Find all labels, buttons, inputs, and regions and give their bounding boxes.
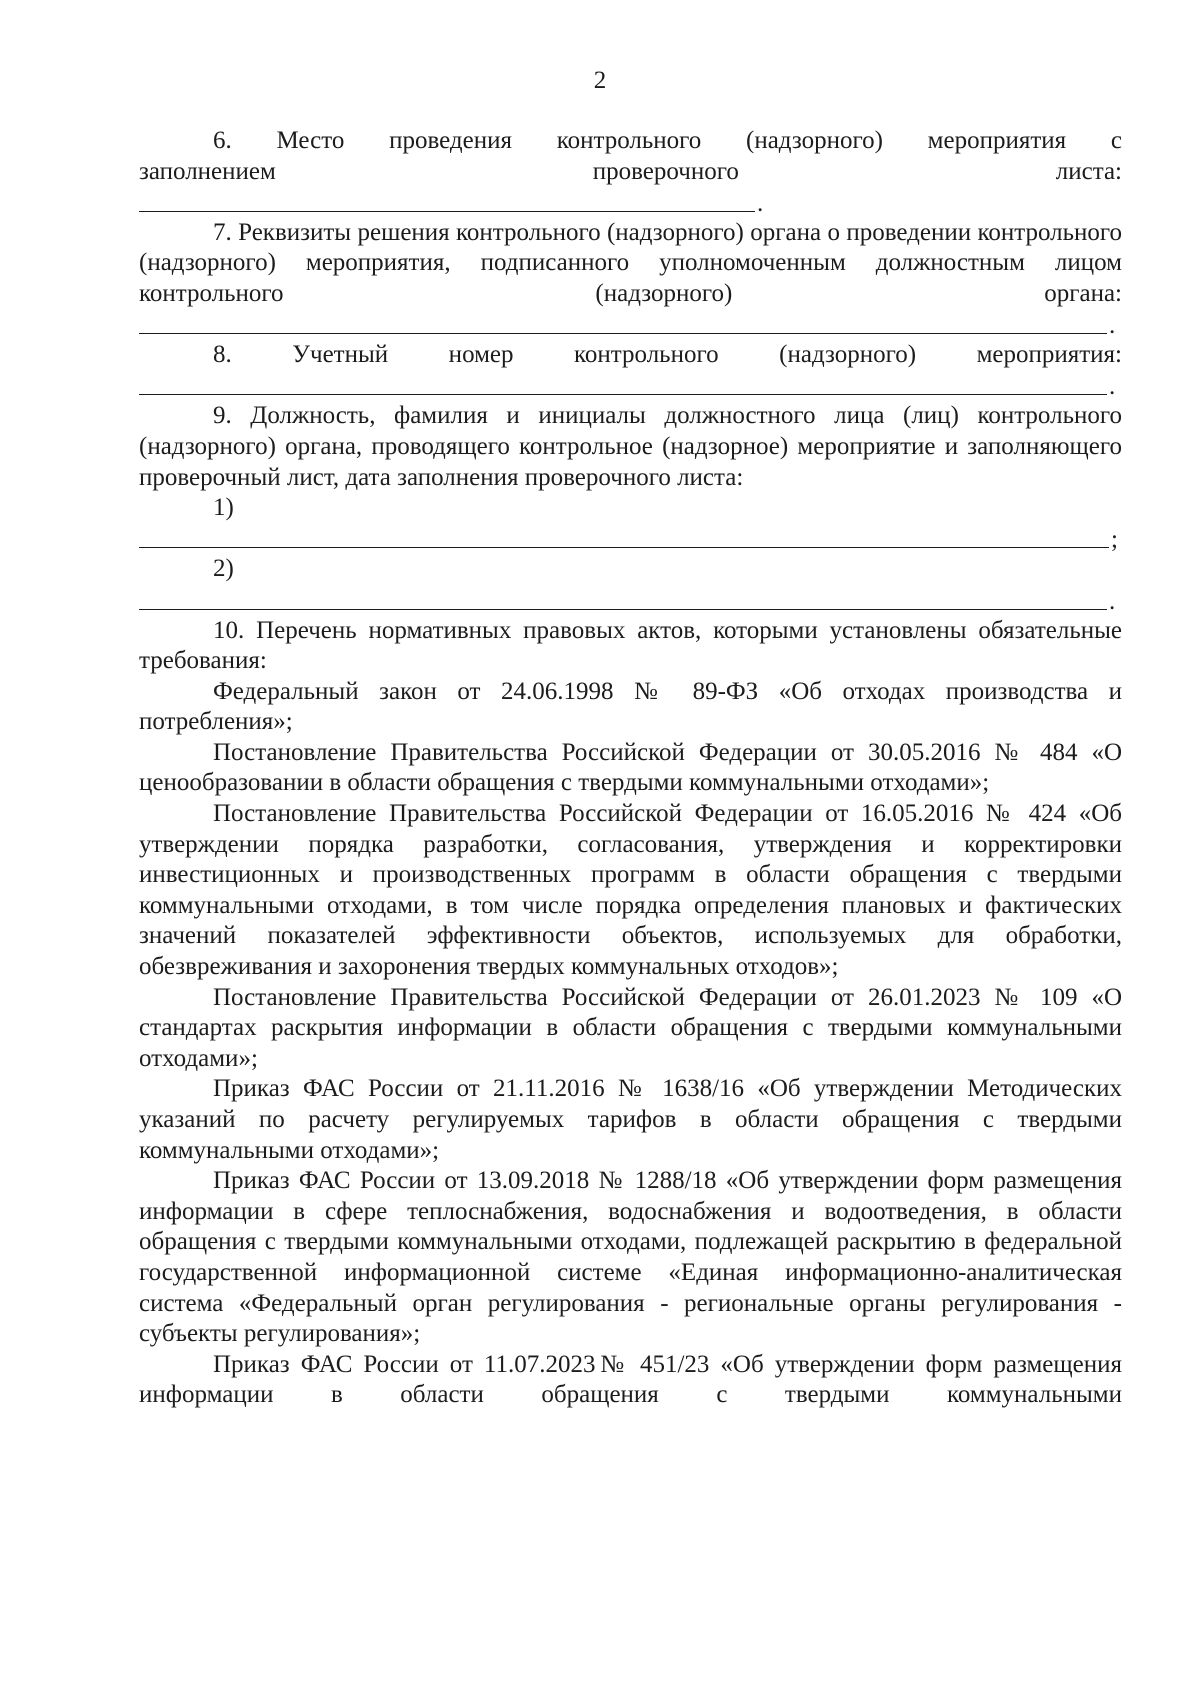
document-body (139, 126, 1122, 1411)
item-9-sub-2-fill-line (139, 585, 1122, 616)
item-9-sub-2-label: 2) (213, 555, 234, 583)
blank-underline (139, 547, 1109, 548)
line-end-mark: ; (1111, 526, 1118, 554)
blank-underline (139, 394, 1107, 395)
act-2: Постановление Правительства Российской Федерации от 30.05.2016 № 484 «О ценообразовании в области обращения с твердыми коммунальными отходами»; (139, 738, 1122, 797)
act-5: Приказ ФАС России от 21.11.2016 № 1638/16 «Об утверждении Методических указаний по расчету регулируемых тарифов в области обращения с твердыми коммунальными отходами»; (139, 1075, 1122, 1164)
item-9-sub-1-fill-line (139, 524, 1122, 555)
item-8-fill-line (139, 371, 1122, 402)
blank-underline (139, 211, 755, 212)
item-6-line-2: заполнением проверочного листа: (139, 157, 1122, 185)
item-6-line-1: 6. Место проведения контрольного (надзорного) мероприятия с (213, 127, 1122, 154)
line-end-mark: . (1109, 373, 1116, 401)
item-7-fill-line (139, 310, 1122, 341)
item-10-text: 10. Перечень нормативных правовых актов, которыми установлены обязательные требования: (139, 616, 1122, 675)
act-1: Федеральный закон от 24.06.1998 № 89-ФЗ «Об отходах производства и потребления»; (139, 677, 1122, 736)
line-end-mark: . (1109, 587, 1116, 615)
act-3: Постановление Правительства Российской Федерации от 16.05.2016 № 424 «Об утверждении порядка разработки, согласования, утверждения и корректировки инвестиционных и производственных программ в области обращения с твердыми коммунальными отходами, в том числе порядка определения плановых и фактических значений показателей эффективности объектов, используемых для обработки, обезвреживания и захоронения твердых коммунальных отходов»; (139, 800, 1122, 981)
item-8-text: 8. Учетный номер контрольного (надзорного) мероприятия: (213, 341, 1122, 369)
item-9-sub-1-label: 1) (213, 494, 234, 522)
item-7-text: 7. Реквизиты решения контрольного (надзорного) органа о проведении контрольного (надзорного) мероприятия, подписанного уполномоченным должностным лицом контрольного (надзорного) органа: (139, 218, 1122, 307)
line-end-mark: . (757, 189, 764, 217)
item-6-fill-line (139, 187, 1122, 218)
blank-underline (139, 609, 1107, 610)
item-9-text: 9. Должность, фамилия и инициалы должностного лица (лиц) контрольного (надзорного) органа, проводящего контрольное (надзорное) мероприятие и заполняющего проверочный лист, дата заполнения проверочного листа: (139, 402, 1122, 491)
act-6: Приказ ФАС России от 13.09.2018 № 1288/18 «Об утверждении форм размещения информации в сфере теплоснабжения, водоснабжения и водоотведения, в области обращения с твердыми коммунальными отходами, подлежащей раскрытию в федеральной государственной информационной системе «Единая информационно-аналитическая система «Федеральный орган регулирования - региональные органы регулирования - субъекты регулирования»; (139, 1167, 1122, 1348)
page-number: 2 (593, 67, 607, 94)
act-4: Постановление Правительства Российской Федерации от 26.01.2023 № 109 «О стандартах раскрытия информации в области обращения с твердыми коммунальными отходами»; (139, 983, 1122, 1072)
line-end-mark: . (1109, 312, 1116, 340)
act-7: Приказ ФАС России от 11.07.2023№ 451/23 «Об утверждении форм размещения информации в области обращения с твердыми коммунальными (139, 1350, 1122, 1409)
blank-underline (139, 333, 1107, 334)
